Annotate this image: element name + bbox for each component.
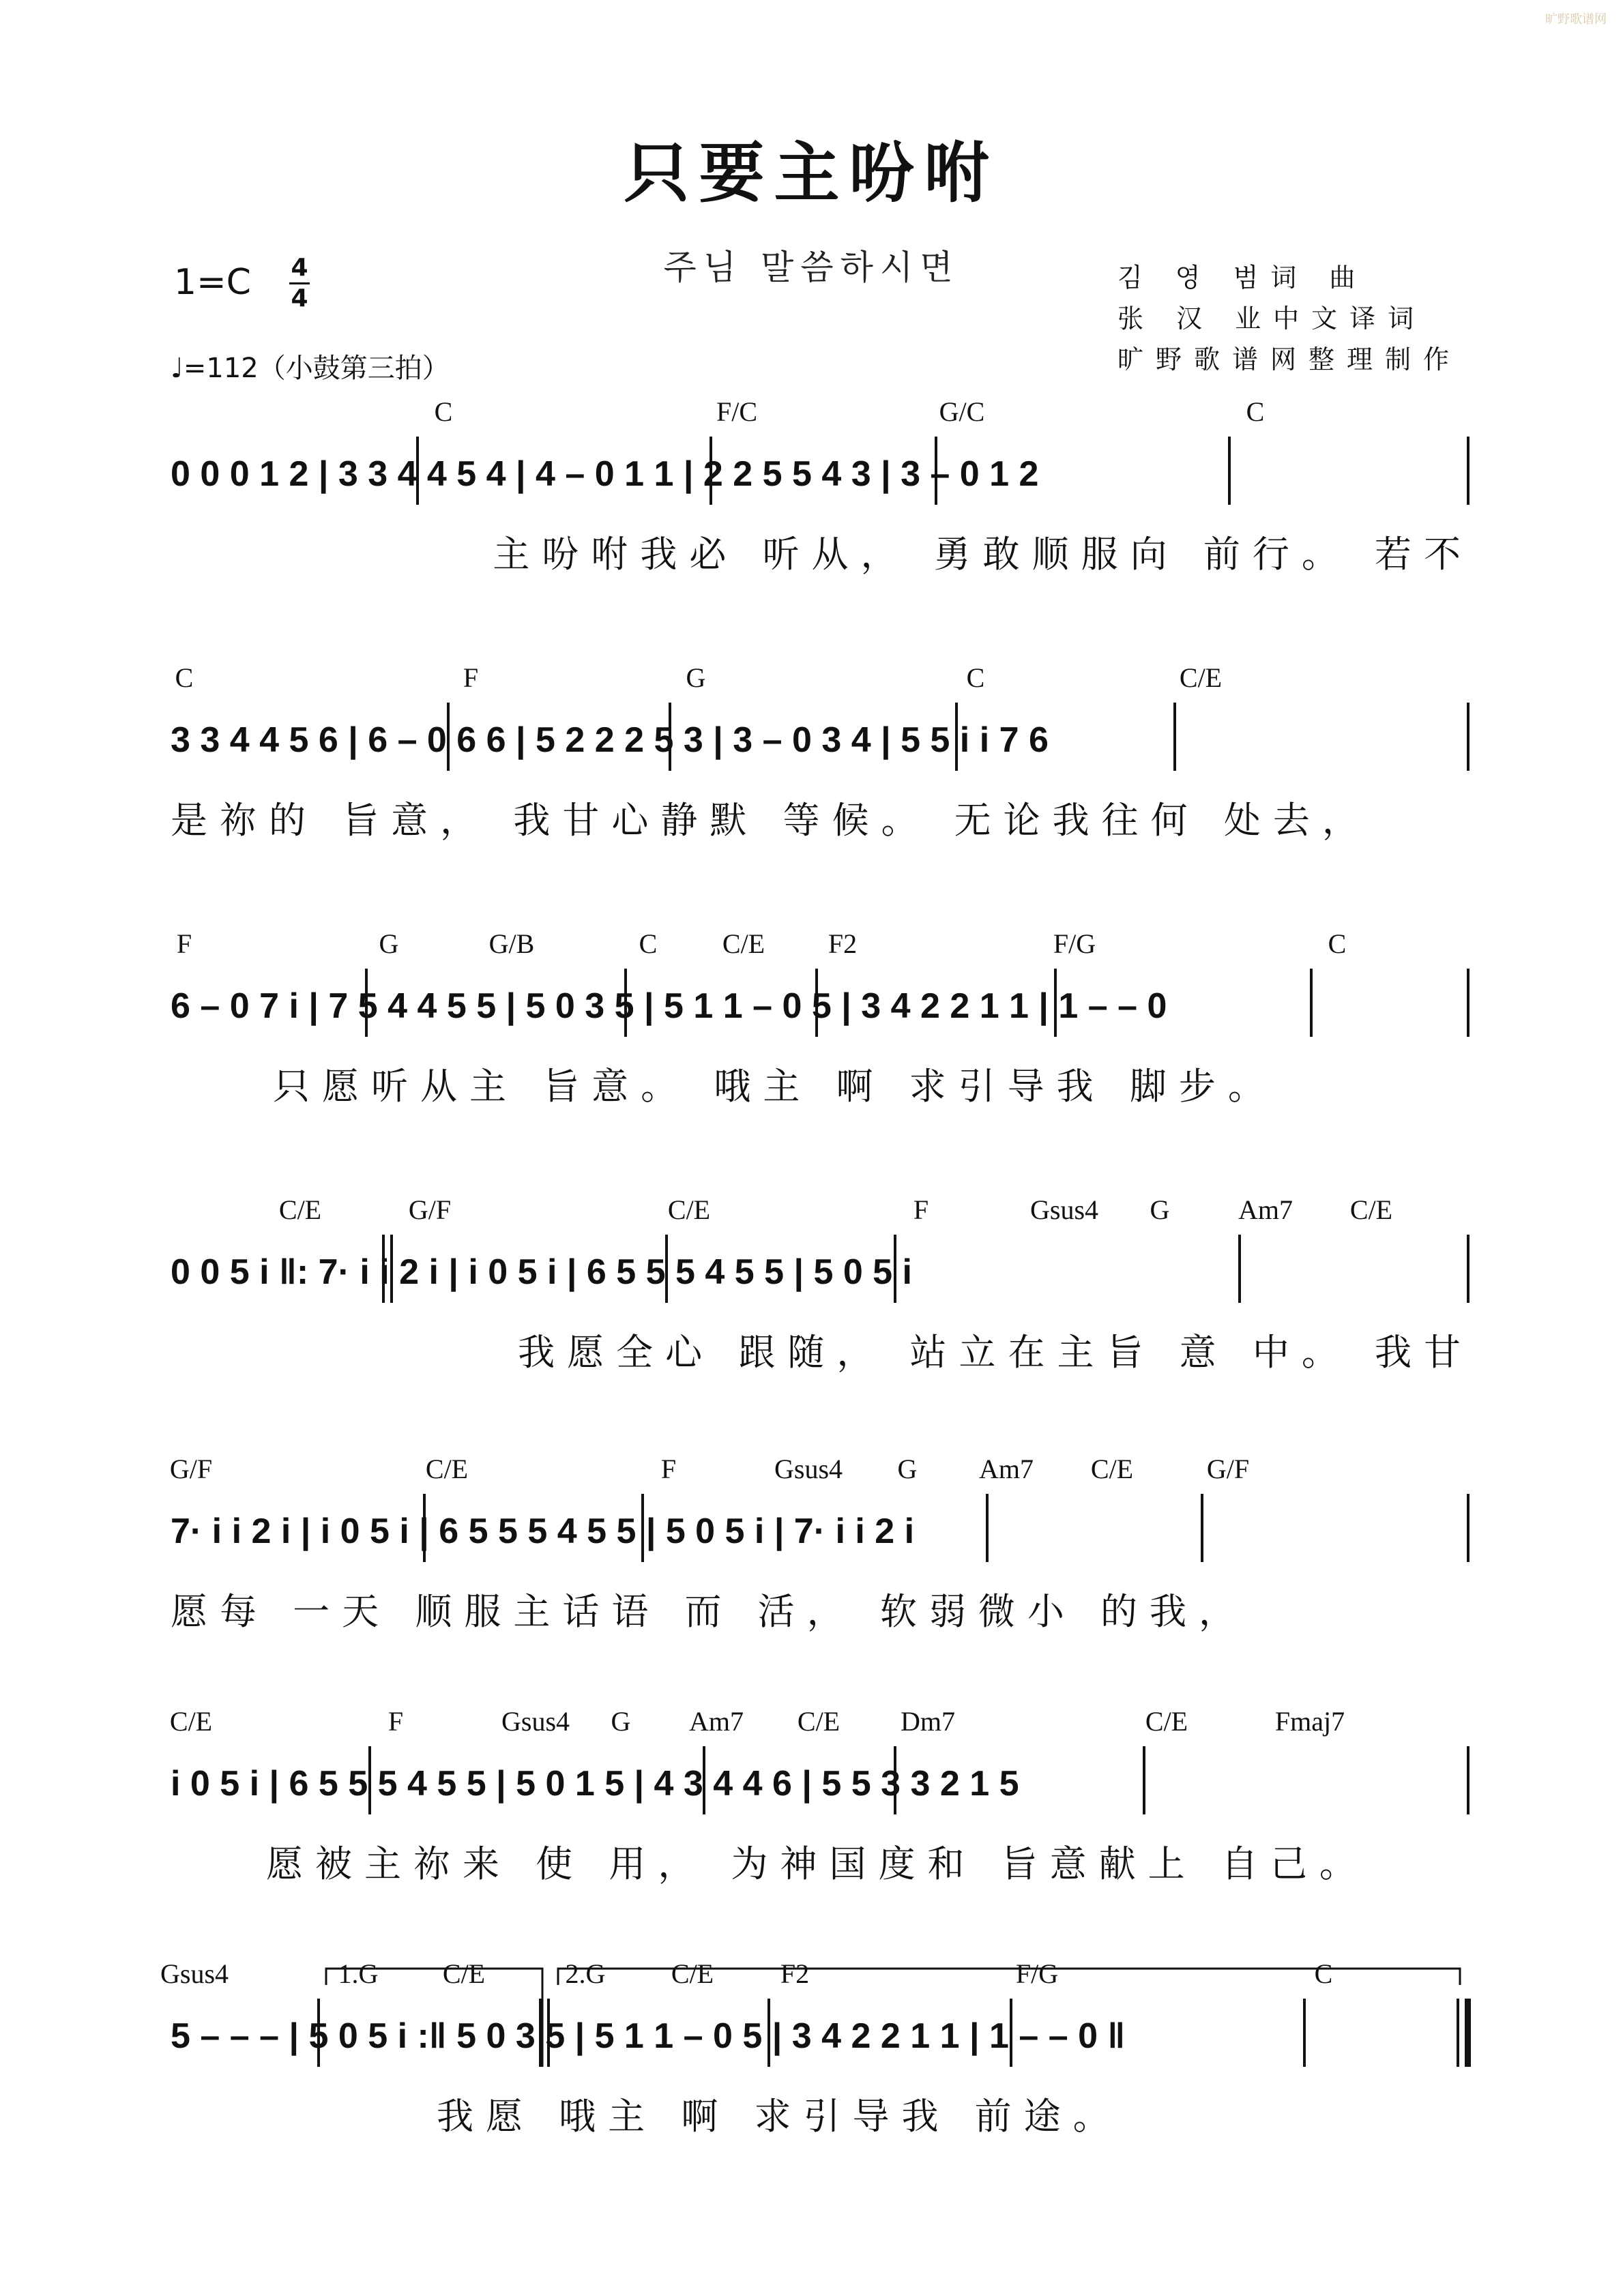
chord: C/E [1349,1194,1393,1225]
chord: C [966,662,985,693]
notation-line: 0 0 0 1 2 | 3 3 4 4 5 4 | 4 – 0 1 1 | 2 2 5 5 4 3 | 3 – 0 1 2 [171,454,1039,494]
korean-subtitle: 주님 말씀하시면 [663,248,960,287]
chord: 2.G [565,1958,606,1989]
chord: C [1328,928,1347,959]
lyrics-line: 愿被主祢来 使 用， 为神国度和 旨意献上 自己。 [266,1842,1369,1885]
chord: F/G [1053,928,1096,959]
chord: C/E [442,1958,486,1989]
chord: Gsus4 [160,1958,229,1989]
chord: C/E [425,1454,469,1484]
chord: C [434,396,453,427]
time-top: 4 [291,254,308,282]
chord: G [611,1706,631,1737]
chord: F2 [780,1958,810,1989]
chord: Am7 [689,1706,744,1737]
chord: C/E [1145,1706,1188,1737]
notation-line: 5 – – – | 5 0 5 i :‖ 5 0 3 5 | 5 1 1 – 0 5 | 3 4 2 2 1 1 | 1 – – 0 ‖ [171,2016,1126,2056]
chord: G/F [1206,1454,1250,1484]
chord: C [1314,1958,1333,1989]
chord: F [388,1706,404,1737]
chord: C/E [797,1706,840,1737]
lyrics-line: 是祢的 旨意， 我甘心静默 等候。 无论我往何 处去， [171,799,1371,842]
lyrics-line: 只愿听从主 旨意。 哦主 啊 求引导我 脚步。 [273,1065,1277,1108]
chord: C/E [667,1194,711,1225]
chord: F [660,1454,677,1484]
chord: F/G [1015,1958,1059,1989]
chord: Gsus4 [774,1454,843,1484]
chord: C/E [169,1706,213,1737]
lyrics-line: 主吩咐我必 听从， 勇敢顺服向 前行。 若不 [493,533,1473,576]
watermark: 旷野歌谱网 [1545,12,1607,27]
time-signature [289,255,310,312]
chord: F/C [716,396,758,427]
score-system-4 [0,1194,1623,1439]
lyrics-line: 我愿全心 跟随， 站立在主旨 意 中。 我甘 [518,1331,1473,1374]
key-signature: 1=C [174,262,251,303]
notation-line: 6 – 0 7 i | 7 5 4 4 5 5 | 5 0 3 5 | 5 1 1 – 0 5 | 3 4 2 2 1 1 | 1 – – 0 [171,986,1167,1026]
chord: C [639,928,658,959]
chord: F [463,662,479,693]
chord: F [176,928,192,959]
song-title: 只要主吩咐 [624,134,999,211]
chord: G/F [408,1194,452,1225]
chord: Gsus4 [1029,1194,1099,1225]
credit-composer: 김 영 범词 曲 [1117,263,1368,293]
score-system-6 [0,1705,1623,1951]
volta-brackets [0,1958,1623,2203]
chord: F2 [828,928,858,959]
chord: C [175,662,194,693]
chord: G [897,1454,918,1484]
lyrics-line: 我愿 哦主 啊 求引导我 前途。 [437,2095,1122,2138]
chord: C/E [1090,1454,1134,1484]
chord: Dm7 [901,1706,955,1737]
notation-line: 7· i i 2 i | i 0 5 i | 6 5 5 5 4 5 5 | 5 0 5 i | 7· i i 2 i [171,1512,915,1551]
chord: C/E [722,928,765,959]
notation-line: i 0 5 i | 6 5 5 5 4 5 5 | 5 0 1 5 | 4 3 4 4 6 | 5 5 3 3 2 1 5 [171,1764,1019,1804]
score-system-3 [0,928,1623,1173]
chord: Fmaj7 [1274,1706,1345,1737]
credit-producer: 旷野歌谱网整理制作 [1117,344,1462,374]
chord: C/E [278,1194,322,1225]
notation-line: 3 3 4 4 5 6 | 6 – 0 6 6 | 5 2 2 2 5 3 | 3 – 0 3 4 | 5 5 i i 7 6 [171,720,1049,760]
chord: 1.G [338,1958,379,1989]
score-system-7 [0,1958,1623,2203]
score-system-2 [0,662,1623,907]
chord: G/B [488,928,535,959]
chord: Am7 [979,1454,1034,1484]
chord: Gsus4 [501,1706,570,1737]
chord: Am7 [1238,1194,1293,1225]
chord: G [1150,1194,1170,1225]
chord: G [686,662,706,693]
time-bottom: 4 [291,284,308,312]
lyrics-line: 愿每 一天 顺服主话语 而 活， 软弱微小 的我， [171,1590,1248,1633]
chord: G/F [169,1454,213,1484]
chord: C/E [671,1958,714,1989]
tempo-marking: ♩=112（小鼓第三拍） [171,353,450,384]
chord: G [379,928,399,959]
chord: F [913,1194,929,1225]
credit-translator: 张 汉 业中文译词 [1117,304,1427,334]
score-system-1 [0,396,1623,641]
chord: G/C [939,396,985,427]
chord: C [1246,396,1265,427]
chord: C/E [1179,662,1223,693]
notation-line: 0 0 5 i ‖: 7· i i 2 i | i 0 5 i | 6 5 5 5 4 5 5 | 5 0 5 i [171,1252,912,1292]
score-system-5 [0,1453,1623,1698]
